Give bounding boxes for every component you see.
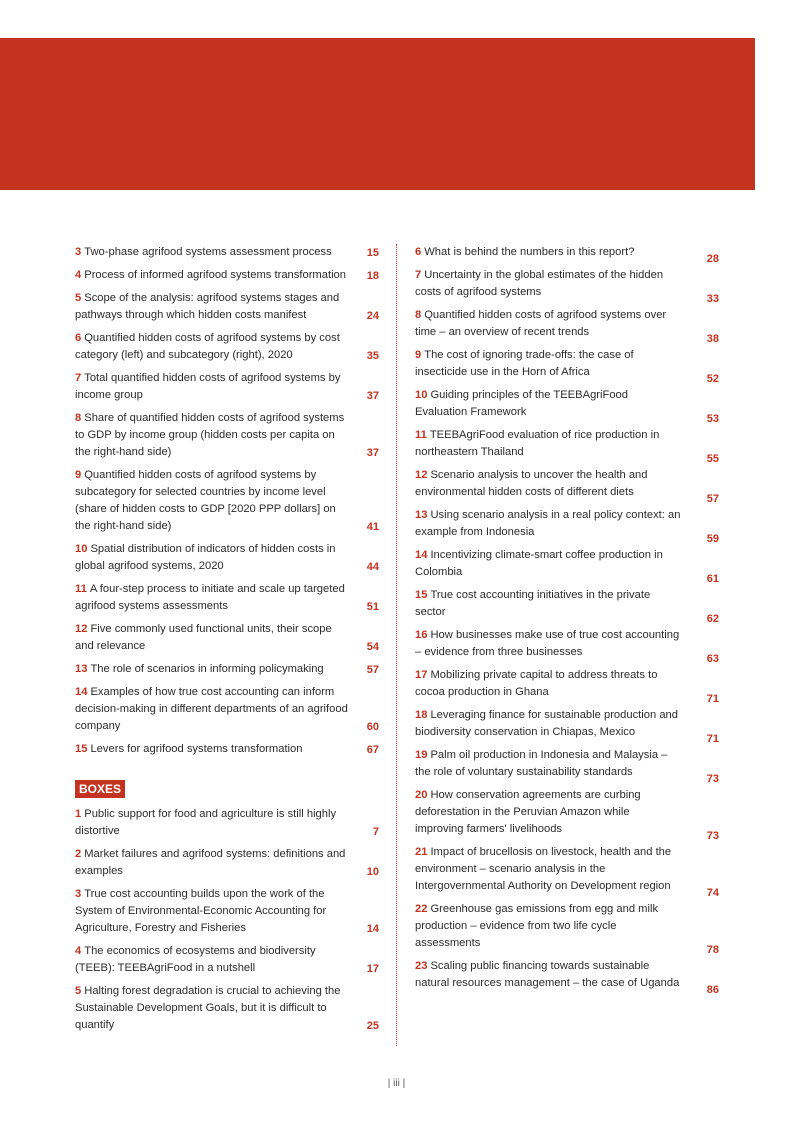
entry-text: Levers for agrifood systems transformation <box>90 743 303 755</box>
toc-entry[interactable] <box>415 387 719 425</box>
entry-title <box>415 244 681 261</box>
entry-page-number: 86 <box>706 984 719 996</box>
boxes-list-left <box>75 806 379 1034</box>
toc-entry[interactable] <box>75 290 379 324</box>
column-divider <box>396 244 397 1046</box>
entry-number: 18 <box>415 709 428 721</box>
entry-title <box>75 267 353 284</box>
toc-entry[interactable] <box>75 541 379 575</box>
entry-page-number: 33 <box>706 293 719 305</box>
entry-page-number: 10 <box>366 866 379 878</box>
toc-entry[interactable] <box>415 627 719 665</box>
entry-title <box>415 547 681 581</box>
entry-page-number: 73 <box>706 830 719 842</box>
entry-title <box>415 958 681 992</box>
entry-number: 11 <box>75 583 87 595</box>
entry-page-number: 25 <box>366 1020 379 1032</box>
entry-page-number: 62 <box>706 613 719 625</box>
entry-number: 17 <box>415 669 428 681</box>
entry-page-number: 71 <box>706 733 719 745</box>
entry-number: 12 <box>415 469 428 481</box>
entry-text: Scope of the analysis: agrifood systems stages and pathways through which hidden costs manifest <box>75 292 340 321</box>
entry-title <box>75 290 353 324</box>
entry-number: 14 <box>75 686 88 698</box>
entry-page-number: 35 <box>366 350 379 362</box>
entry-title <box>415 787 681 838</box>
entry-number: 4 <box>75 945 82 957</box>
entry-text: Palm oil production in Indonesia and Malaysia – the role of voluntary sustainability standards <box>415 749 668 778</box>
toc-entry[interactable] <box>75 267 379 284</box>
entry-page-number: 44 <box>366 561 379 573</box>
toc-entry[interactable] <box>415 707 719 745</box>
entry-text: Halting forest degradation is crucial to achieving the Sustainable Development Goals, but it is difficult to quantify <box>75 985 341 1031</box>
toc-entry[interactable] <box>415 844 719 899</box>
toc-entry[interactable] <box>415 467 719 505</box>
entry-title <box>75 370 353 404</box>
entry-text: Share of quantified hidden costs of agrifood systems to GDP by income group (hidden costs per capita on the right-hand side) <box>75 412 345 458</box>
entry-page-number: 60 <box>366 721 379 733</box>
entry-title <box>415 467 681 501</box>
toc-entry[interactable] <box>415 507 719 545</box>
entry-page-number: 37 <box>366 390 379 402</box>
entry-number: 16 <box>415 629 428 641</box>
entry-text: How conservation agreements are curbing deforestation in the Peruvian Amazon while improving farmers' livelihoods <box>415 789 641 835</box>
entry-number: 8 <box>75 412 82 424</box>
entry-number: 22 <box>415 903 428 915</box>
entry-number: 3 <box>75 246 82 258</box>
toc-entry[interactable] <box>75 983 379 1034</box>
entry-title <box>415 747 681 781</box>
entry-title <box>75 541 353 575</box>
entry-text: Five commonly used functional units, their scope and relevance <box>75 623 332 652</box>
entry-number: 15 <box>75 743 88 755</box>
entry-text: True cost accounting initiatives in the private sector <box>415 589 651 618</box>
entry-text: Greenhouse gas emissions from egg and milk production – evidence from two life cycle assessments <box>415 903 659 949</box>
toc-right-column <box>415 244 719 998</box>
entry-title <box>75 330 353 364</box>
entry-number: 5 <box>75 292 82 304</box>
entry-text: Spatial distribution of indicators of hidden costs in global agrifood systems, 2020 <box>75 543 336 572</box>
entry-number: 5 <box>75 985 82 997</box>
entry-title <box>75 806 353 840</box>
toc-entry[interactable] <box>75 684 379 735</box>
toc-entry[interactable] <box>415 427 719 465</box>
entry-text: Market failures and agrifood systems: definitions and examples <box>75 848 346 877</box>
entry-number: 7 <box>415 269 422 281</box>
entry-title <box>415 427 681 461</box>
entry-number: 3 <box>75 888 82 900</box>
entry-title <box>415 307 681 341</box>
entry-page-number: 17 <box>366 963 379 975</box>
entry-page-number: 71 <box>706 693 719 705</box>
entry-number: 12 <box>75 623 88 635</box>
entry-title <box>415 707 681 741</box>
toc-entry[interactable] <box>415 547 719 585</box>
entry-page-number: 51 <box>366 601 379 613</box>
toc-entry[interactable] <box>415 667 719 705</box>
toc-entry[interactable] <box>75 370 379 404</box>
toc-entry[interactable] <box>415 244 719 265</box>
entry-number: 6 <box>415 246 422 258</box>
entry-page-number: 57 <box>366 664 379 676</box>
entry-page-number: 55 <box>706 453 719 465</box>
entry-text: Mobilizing private capital to address threats to cocoa production in Ghana <box>415 669 658 698</box>
entry-page-number: 57 <box>706 493 719 505</box>
entry-text: Two-phase agrifood systems assessment process <box>84 246 332 258</box>
boxes-list-right <box>415 244 719 996</box>
entry-page-number: 78 <box>706 944 719 956</box>
toc-entry[interactable] <box>75 581 379 615</box>
entry-title <box>75 886 353 937</box>
entry-text: Incentivizing climate-smart coffee production in Colombia <box>415 549 663 578</box>
entry-page-number: 63 <box>706 653 719 665</box>
entry-page-number: 15 <box>366 247 379 259</box>
entry-text: Using scenario analysis in a real policy context: an example from Indonesia <box>415 509 681 538</box>
entry-text: Public support for food and agriculture is still highly distortive <box>75 808 337 837</box>
entry-number: 10 <box>75 543 88 555</box>
figures-list <box>75 244 379 758</box>
entry-text: Uncertainty in the global estimates of the hidden costs of agrifood systems <box>415 269 664 298</box>
entry-text: Leveraging finance for sustainable production and biodiversity conservation in Chiapas, Mexico <box>415 709 678 738</box>
entry-text: Guiding principles of the TEEBAgriFood Evaluation Framework <box>415 389 628 418</box>
entry-title <box>75 244 353 261</box>
entry-page-number: 14 <box>366 923 379 935</box>
entry-text: Total quantified hidden costs of agrifood systems by income group <box>75 372 341 401</box>
entry-text: The economics of ecosystems and biodiversity (TEEB): TEEBAgriFood in a nutshell <box>75 945 316 974</box>
toc-entry[interactable] <box>415 267 719 305</box>
entry-page-number: 59 <box>706 533 719 545</box>
entry-number: 2 <box>75 848 82 860</box>
toc-entry[interactable] <box>415 787 719 842</box>
toc-entry[interactable] <box>75 621 379 655</box>
toc-entry[interactable] <box>75 244 379 261</box>
entry-page-number: 18 <box>366 270 379 282</box>
toc-entry[interactable] <box>415 901 719 956</box>
entry-title <box>415 347 681 381</box>
entry-text: True cost accounting builds upon the work of the System of Environmental-Economic Accounting for Agriculture, Forestry and Fisheries <box>75 888 327 934</box>
entry-number: 7 <box>75 372 82 384</box>
entry-title <box>75 943 353 977</box>
entry-title <box>75 467 353 535</box>
toc-entry[interactable] <box>415 587 719 625</box>
entry-text: Examples of how true cost accounting can inform decision-making in different departments of an agrifood company <box>75 686 348 732</box>
entry-title <box>415 507 681 541</box>
entry-page-number: 73 <box>706 773 719 785</box>
entry-number: 20 <box>415 789 428 801</box>
toc-entry[interactable] <box>415 958 719 996</box>
entry-text: Quantified hidden costs of agrifood systems over time – an overview of recent trends <box>415 309 667 338</box>
entry-title <box>415 267 681 301</box>
toc-entry[interactable] <box>75 943 379 977</box>
toc-entry[interactable] <box>75 806 379 840</box>
entry-number: 23 <box>415 960 428 972</box>
entry-text: A four-step process to initiate and scale up targeted agrifood systems assessments <box>75 583 345 612</box>
entry-text: Quantified hidden costs of agrifood systems by subcategory for selected countries by income level (share of hidden costs to GDP [2020 PPP dollars] on the right-hand side) <box>75 469 336 532</box>
toc-entry[interactable] <box>415 747 719 785</box>
entry-title <box>415 844 681 895</box>
entry-title <box>75 741 353 758</box>
toc-entry[interactable] <box>75 467 379 535</box>
entry-number: 13 <box>75 663 88 675</box>
toc-entry[interactable] <box>75 330 379 364</box>
entry-text: Scenario analysis to uncover the health and environmental hidden costs of different diets <box>415 469 648 498</box>
entry-title <box>75 661 353 678</box>
header-banner <box>0 38 755 190</box>
entry-page-number: 37 <box>366 447 379 459</box>
toc-entry[interactable] <box>415 307 719 345</box>
entry-title <box>415 587 681 621</box>
entry-text: Impact of brucellosis on livestock, health and the environment – scenario analysis in the Intergovernmental Authority on Development region <box>415 846 672 892</box>
entry-number: 21 <box>415 846 428 858</box>
toc-left-column <box>75 244 379 1040</box>
page-number-footer: | iii | <box>387 1078 406 1089</box>
entry-title <box>415 667 681 701</box>
toc-entry[interactable] <box>75 410 379 461</box>
entry-page-number: 67 <box>366 744 379 756</box>
toc-entry[interactable] <box>75 886 379 937</box>
entry-text: The cost of ignoring trade-offs: the case of insecticide use in the Horn of Africa <box>415 349 634 378</box>
entry-title <box>75 684 353 735</box>
entry-number: 14 <box>415 549 428 561</box>
entry-page-number: 74 <box>706 887 719 899</box>
entry-number: 19 <box>415 749 428 761</box>
entry-text: TEEBAgriFood evaluation of rice production in northeastern Thailand <box>415 429 660 458</box>
entry-text: Process of informed agrifood systems transformation <box>84 269 347 281</box>
entry-page-number: 38 <box>706 333 719 345</box>
entry-title <box>75 581 353 615</box>
entry-text: Scaling public financing towards sustainable natural resources management – the case of Uganda <box>415 960 680 989</box>
entry-number: 10 <box>415 389 428 401</box>
entry-page-number: 7 <box>372 826 379 838</box>
entry-number: 13 <box>415 509 428 521</box>
entry-number: 9 <box>415 349 422 361</box>
entry-text: Quantified hidden costs of agrifood systems by cost category (left) and subcategory (right), 2020 <box>75 332 340 361</box>
entry-page-number: 41 <box>366 521 379 533</box>
entry-page-number: 24 <box>366 310 379 322</box>
entry-number: 9 <box>75 469 82 481</box>
entry-number: 1 <box>75 808 82 820</box>
entry-title <box>415 901 681 952</box>
entry-title <box>415 627 681 661</box>
entry-title <box>75 846 353 880</box>
entry-number: 15 <box>415 589 428 601</box>
entry-text: How businesses make use of true cost accounting – evidence from three businesses <box>415 629 680 658</box>
entry-text: The role of scenarios in informing policymaking <box>90 663 324 675</box>
entry-number: 8 <box>415 309 422 321</box>
entry-title <box>75 621 353 655</box>
entry-page-number: 54 <box>366 641 379 653</box>
entry-page-number: 28 <box>706 253 719 265</box>
entry-number: 4 <box>75 269 82 281</box>
entry-page-number: 61 <box>706 573 719 585</box>
entry-title <box>75 410 353 461</box>
entry-title <box>415 387 681 421</box>
entry-title <box>75 983 353 1034</box>
toc-entry[interactable] <box>75 846 379 880</box>
boxes-section-label: BOXES <box>75 780 125 798</box>
entry-number: 11 <box>415 429 427 441</box>
toc-entry[interactable] <box>75 661 379 678</box>
entry-page-number: 53 <box>706 413 719 425</box>
toc-entry[interactable] <box>75 741 379 758</box>
entry-text: What is behind the numbers in this report? <box>424 246 635 258</box>
entry-page-number: 52 <box>706 373 719 385</box>
entry-number: 6 <box>75 332 82 344</box>
toc-entry[interactable] <box>415 347 719 385</box>
